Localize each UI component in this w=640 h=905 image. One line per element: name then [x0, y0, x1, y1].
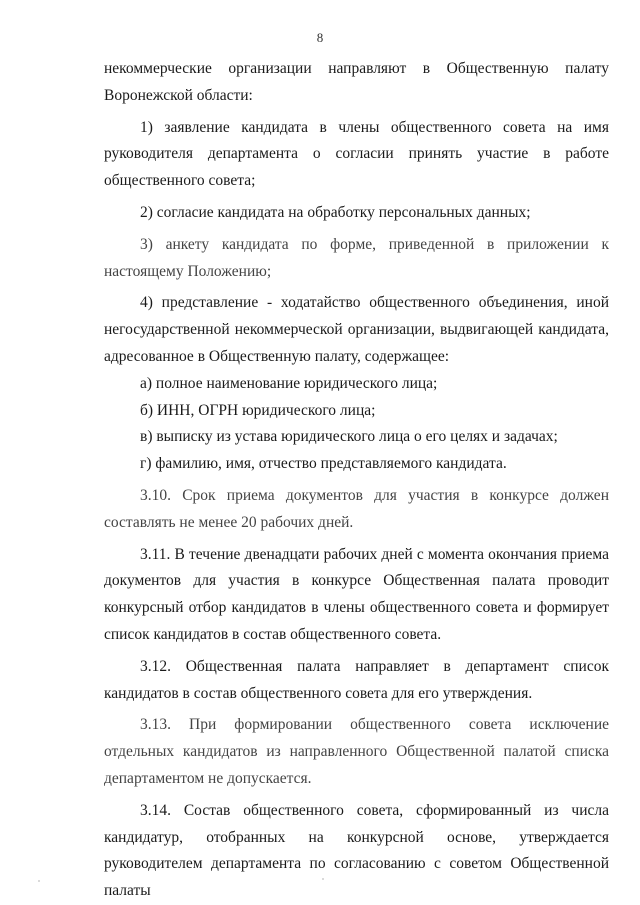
paragraph-section-3-12: 3.12. Общественная палата направляет в департамент список кандидатов в состав общественного совета для его утверждения. — [104, 657, 609, 702]
scan-speck — [38, 880, 40, 882]
paragraph-item-3: 3) анкету кандидата по форме, приведенной в приложении к настоящему Положению; — [104, 235, 609, 280]
paragraph-section-3-11: 3.11. В течение двенадцати рабочих дней с момента окончания приема документов для участия в конкурсе Общественная палата проводит конкурсный отбор кандидатов в члены общественного совета и формирует список кандидатов в состав общественного совета. — [104, 545, 609, 643]
paragraph-item-1: 1) заявление кандидата в члены общественного совета на имя руководителя департамента о согласии принять участие в работе общественного совета; — [104, 118, 609, 190]
paragraph-section-3-13: 3.13. При формировании общественного совета исключение отдельных кандидатов из направленного Общественной палатой списка департаментом не допускается. — [104, 716, 609, 787]
paragraph-section-3-14: 3.14. Состав общественного совета, сформированный из числа кандидатур, отобранных на конкурсной основе, утверждается руководителем департамента по согласованию с советом Общественной палаты — [104, 801, 609, 900]
paragraph-continuation: некоммерческие организации направляют в Общественную палату Воронежской области: — [104, 60, 609, 104]
paragraph-subitem-b: б) ИНН, ОГРН юридического лица; — [140, 401, 376, 419]
paragraph-item-2: 2) согласие кандидата на обработку персональных данных; — [140, 203, 531, 221]
document-body — [104, 56, 609, 905]
paragraph-item-4: 4) представление - ходатайство общественного объединения, иной негосударственной некоммерческой организации, выдвигающей кандидата, адресованное в Общественную палату, содержащее: — [104, 294, 609, 365]
paragraph-subitem-c: в) выписку из устава юридического лица о его целях и задачах; — [140, 428, 558, 446]
scan-speck — [322, 878, 324, 880]
paragraph-subitem-d: г) фамилию, имя, отчество представляемого кандидата. — [140, 455, 507, 473]
paragraph-subitem-a: а) полное наименование юридического лица; — [140, 374, 438, 392]
page-number: 8 — [316, 30, 324, 45]
paragraph-section-3-10: 3.10. Срок приема документов для участия в конкурсе должен составлять не менее 20 рабочих дней. — [104, 486, 609, 531]
